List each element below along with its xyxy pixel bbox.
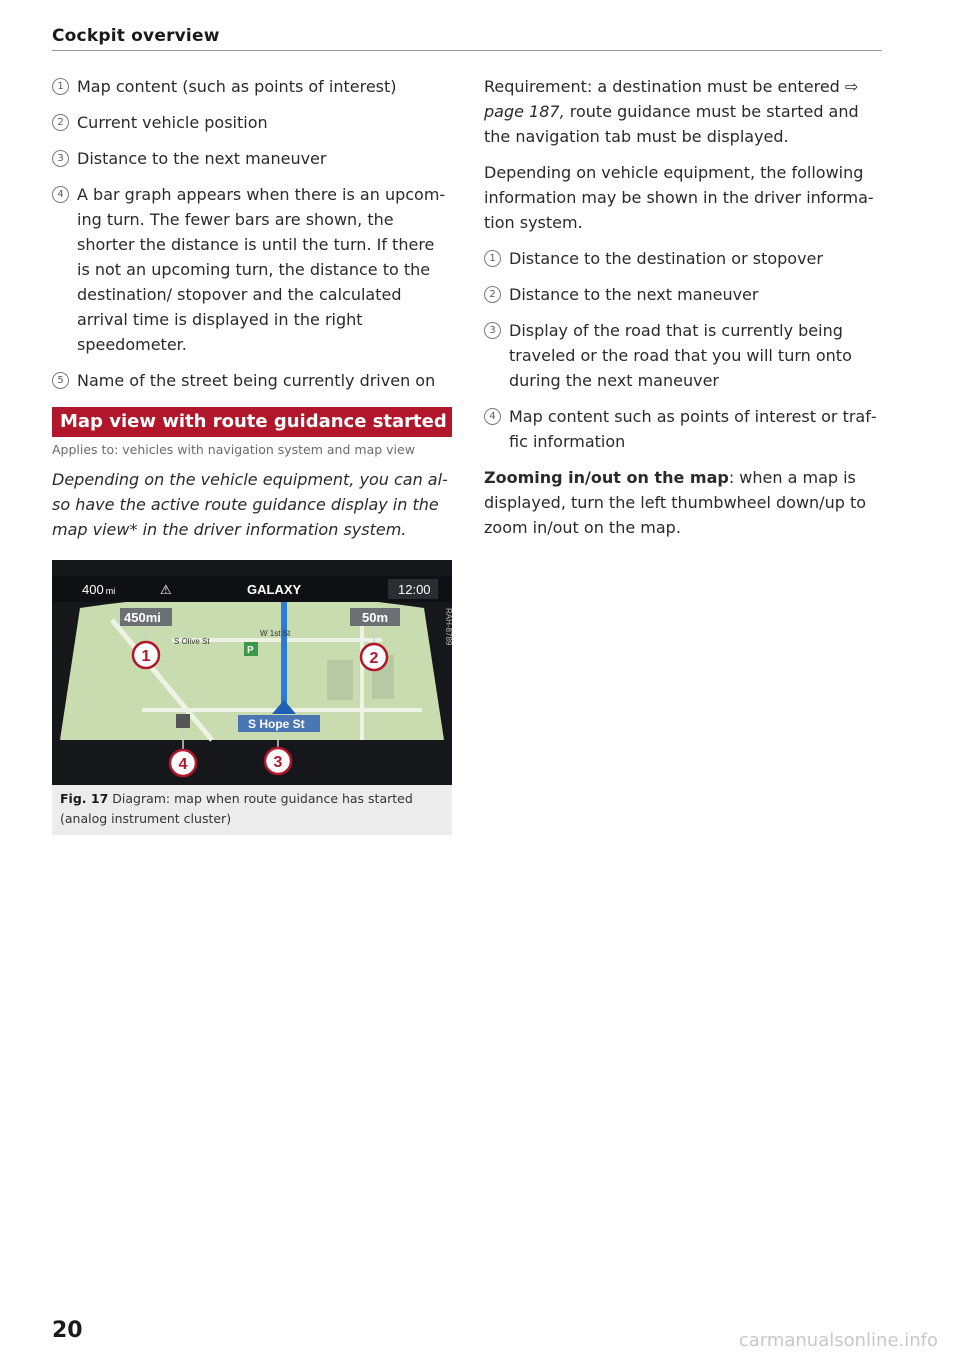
callout-number: 3 — [484, 322, 501, 339]
street-label: S Olive St — [174, 637, 210, 646]
right-column — [484, 74, 884, 551]
list-item: 4 Map content such as points of interest or traffic information — [484, 404, 884, 454]
callout-number: 4 — [484, 408, 501, 425]
svg-text:1: 1 — [141, 648, 151, 665]
street-label: W 1st St — [260, 629, 291, 638]
clock: 12:00 — [398, 582, 431, 597]
left-column — [52, 74, 452, 835]
intro-paragraph: Depending on the vehicle equipment, you can also have the active route guidance display in the map view* in the driver information system. — [52, 470, 448, 539]
museum-icon — [176, 714, 190, 728]
figure-17 — [52, 560, 452, 835]
current-street-badge: S Hope St — [248, 717, 305, 731]
list-item: 1 Map content (such as points of interest) — [52, 74, 452, 99]
page-link[interactable]: ⇨ page 187, — [484, 77, 859, 121]
list-item: 1 Distance to the destination or stopover — [484, 246, 884, 271]
callout-number: 1 — [52, 78, 69, 95]
page-number: 20 — [52, 1318, 83, 1343]
requirement-paragraph: Requirement: a destination must be entered ⇨ page 187, route guidance must be started and the navigation tab must be displayed. — [484, 77, 859, 146]
callout-1 — [133, 642, 159, 668]
svg-text:P: P — [247, 645, 254, 656]
callout-number: 3 — [52, 150, 69, 167]
watermark: carmanualsonline.info — [738, 1330, 938, 1351]
callout-number: 4 — [52, 186, 69, 203]
svg-text:4: 4 — [178, 756, 188, 773]
warning-icon: ⚠ — [160, 583, 172, 598]
distance-badge-left: 450mi — [124, 610, 161, 625]
distance-badge-right: 50m — [362, 610, 389, 625]
svg-text:3: 3 — [273, 754, 283, 771]
callout-number: 5 — [52, 372, 69, 389]
station-name: GALAXY — [247, 582, 302, 597]
map-diagram — [52, 560, 452, 785]
list-item: 2 Distance to the next maneuver — [484, 282, 884, 307]
figure-ref-code: RAH-8789 — [444, 608, 453, 646]
chapter-title: Cockpit overview — [52, 26, 220, 46]
range-readout: 400 mi — [82, 582, 116, 597]
callout-3 — [265, 748, 291, 774]
zoom-paragraph: Zooming in/out on the map: when a map is displayed, turn the left thumbwheel down/up to zoom in/out on the map. — [484, 468, 867, 537]
applies-to-note: Applies to: vehicles with navigation system and map view — [52, 442, 415, 457]
list-item: 4 A bar graph appears when there is an upcoming turn. The fewer bars are shown, the shorter the distance is until the turn. If there is not an upcoming turn, the distance to the destination/ stopover and the calculated arrival time is displayed in the right speedometer. — [52, 182, 452, 357]
list-item: 5 Name of the street being currently driven on — [52, 368, 452, 393]
callout-4 — [170, 750, 196, 776]
callout-number: 1 — [484, 250, 501, 267]
section-heading: Map view with route guidance started — [52, 407, 452, 437]
svg-text:2: 2 — [369, 650, 379, 667]
callout-2 — [361, 644, 387, 670]
page-header — [52, 24, 882, 51]
callout-number: 2 — [484, 286, 501, 303]
list-item: 2 Current vehicle position — [52, 110, 452, 135]
equipment-paragraph: Depending on vehicle equipment, the following information may be shown in the driver information system. — [484, 163, 874, 232]
list-item: 3 Distance to the next maneuver — [52, 146, 452, 171]
callout-number: 2 — [52, 114, 69, 131]
list-item: 3 Display of the road that is currently being traveled or the road that you will turn onto during the next maneuver — [484, 318, 884, 393]
figure-caption: Fig. 17 Diagram: map when route guidance has started (analog instrument cluster) — [60, 791, 413, 826]
